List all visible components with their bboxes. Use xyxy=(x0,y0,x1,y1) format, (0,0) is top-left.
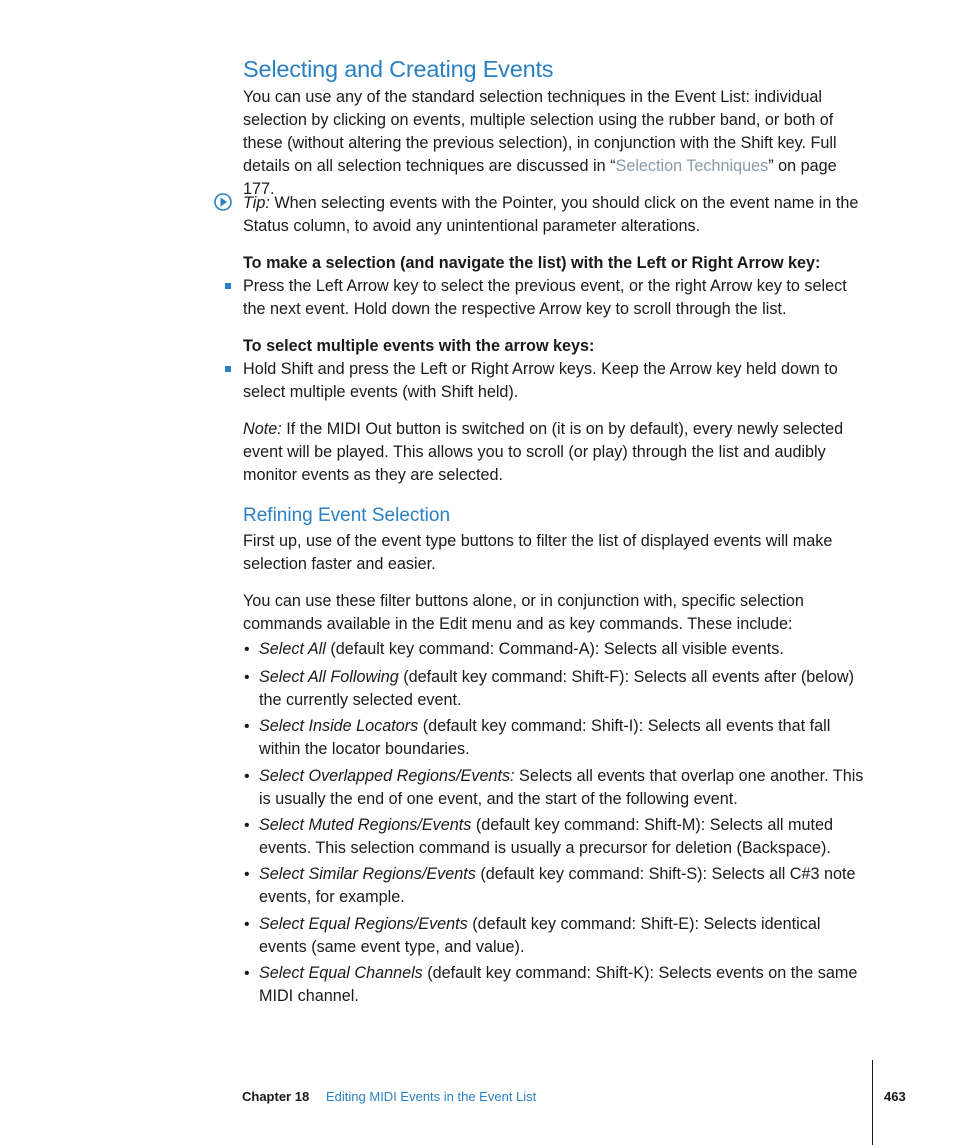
bullet-dot: • xyxy=(244,916,250,933)
bullet-dot: • xyxy=(244,965,250,982)
list-item xyxy=(259,913,871,959)
list-item xyxy=(259,715,871,761)
task-step-multiple: Hold Shift and press the Left or Right Arrow keys. Keep the Arrow key held down to select multiple events (with Shift held). xyxy=(243,360,838,401)
page-title: Selecting and Creating Events xyxy=(243,56,554,82)
footer-chapter-title[interactable]: Editing MIDI Events in the Event List xyxy=(326,1089,537,1104)
page-number: 463 xyxy=(884,1089,906,1104)
footer-chapter: Chapter 18 xyxy=(242,1089,310,1104)
selection-techniques-link[interactable]: Selection Techniques xyxy=(615,157,769,175)
list-item xyxy=(259,814,871,860)
note-label: Note: xyxy=(243,420,282,438)
command-description: (default key command: Shift-F): Selects all events after (below) the currently selected event. xyxy=(259,668,854,709)
tip-arrow-icon xyxy=(214,193,232,211)
command-description: (default key command: Shift-K): Selects events on the same MIDI channel. xyxy=(259,964,858,1005)
list-item xyxy=(259,962,871,1008)
bullet-dot: • xyxy=(244,817,250,834)
refine-paragraph-1: First up, use of the event type buttons to filter the list of displayed events will make selection faster and easier. xyxy=(243,532,833,573)
task-step-arrow-key: Press the Left Arrow key to select the previous event, or the right Arrow key to select the next event. Hold down the respective Arrow key to scroll through the list. xyxy=(243,277,847,318)
command-description: (default key command: Shift-I): Selects all events that fall within the locator boundaries. xyxy=(259,717,831,758)
command-name: Select Inside Locators xyxy=(259,717,419,735)
tip-label: Tip: xyxy=(243,194,270,212)
command-description: (default key command: Shift-S): Selects all C#3 note events, for example. xyxy=(259,865,856,906)
footer-divider xyxy=(872,1060,873,1145)
command-description: (default key command: Shift-E): Selects identical events (same event type, and value). xyxy=(259,915,821,956)
refine-paragraph-2: You can use these filter buttons alone, or in conjunction with, specific selection commands available in the Edit menu and as key commands. These include: xyxy=(243,592,804,633)
bullet-dot: • xyxy=(244,641,250,658)
bullet-dot: • xyxy=(244,768,250,785)
command-name: Select All xyxy=(259,640,326,658)
command-name: Select Equal Regions/Events xyxy=(259,915,468,933)
bullet-dot: • xyxy=(244,669,250,686)
task-heading-multiple: To select multiple events with the arrow keys: xyxy=(243,337,595,355)
tip-text: When selecting events with the Pointer, you should click on the event name in the Status column, to avoid any unintentional parameter alterations. xyxy=(243,194,859,235)
command-description: Selects all events that overlap one another. This is usually the end of one event, and the start of the following event. xyxy=(259,767,864,808)
intro-text-end: ” on page 177. xyxy=(243,157,837,198)
bullet-dot: • xyxy=(244,718,250,735)
command-name: Select Overlapped Regions/Events: xyxy=(259,767,515,785)
bullet-dot: • xyxy=(244,866,250,883)
command-name: Select Similar Regions/Events xyxy=(259,865,476,883)
tip-paragraph xyxy=(243,192,871,238)
list-item xyxy=(259,765,871,811)
step-bullet-square-icon xyxy=(225,366,231,372)
task-heading-arrow-key: To make a selection (and navigate the list) with the Left or Right Arrow key: xyxy=(243,254,821,272)
command-name: Select Equal Channels xyxy=(259,964,423,982)
command-name: Select Muted Regions/Events xyxy=(259,816,472,834)
step-bullet-square-icon xyxy=(225,283,231,289)
command-description: (default key command: Command-A): Selects all visible events. xyxy=(325,640,784,658)
command-name: Select All Following xyxy=(259,668,399,686)
list-item xyxy=(259,666,871,712)
command-description: (default key command: Shift-M): Selects all muted events. This selection command is usually a precursor for deletion (Backspace). xyxy=(259,816,834,857)
section-subheading: Refining Event Selection xyxy=(243,505,451,526)
list-item xyxy=(259,863,871,909)
note-text: If the MIDI Out button is switched on (it is on by default), every newly selected event will be played. This allows you to scroll (or play) through the list and audibly monitor events as they are selected. xyxy=(243,420,844,484)
note-paragraph xyxy=(243,418,871,487)
list-item xyxy=(259,638,871,661)
intro-paragraph xyxy=(243,86,871,201)
intro-text: You can use any of the standard selection techniques in the Event List: individual selection by clicking on events, multiple selection using the rubber band, or both of these (without altering the previous selection), in conjunction with the Shift key. Full details on all selection techniques are discussed in “ xyxy=(243,88,837,175)
